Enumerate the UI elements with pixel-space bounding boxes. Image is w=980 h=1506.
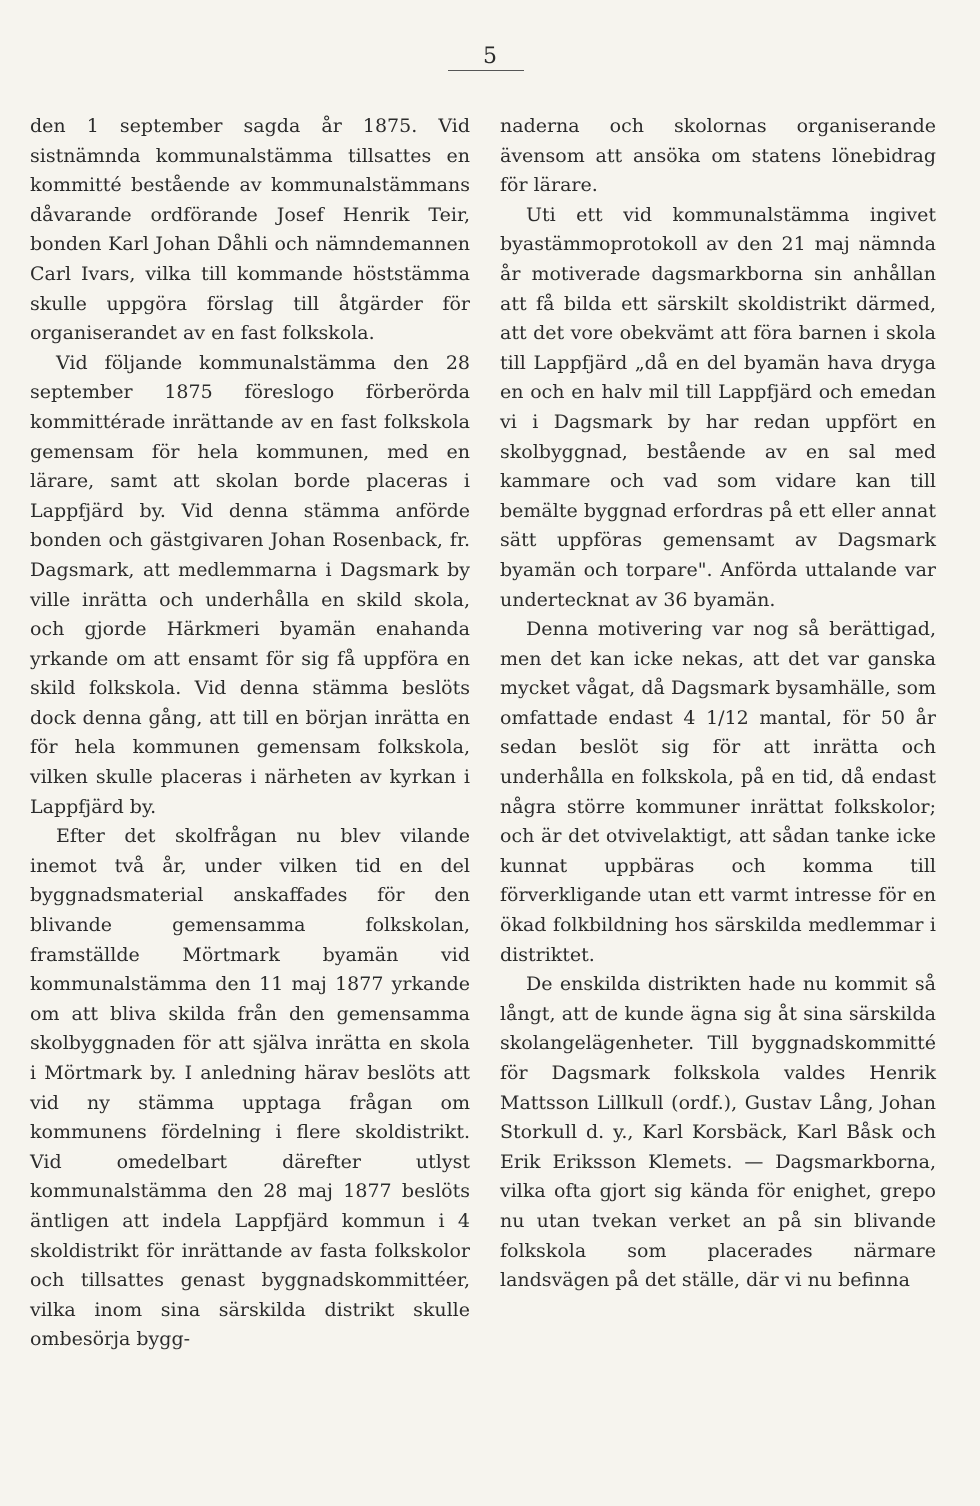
page-number: 5 [483, 44, 497, 69]
paragraph: Vid följande kommunalstämma den 28 september 1875 föreslogo förberörda kommittérade inrättande av en fast folkskola gemensam för hela kommunen, med en lärare, samt att skolan borde placeras i Lappfjärd by. Vid denna stämma anförde bonden och gästgivaren Johan Rosenback, fr. Dagsmark, att medlemmarna i Dagsmark by ville inrätta och underhålla en skild skola, och gjorde Härkmeri byamän enahanda yrkande om att ensamt för sig få uppföra en skild folkskola. Vid denna stämma beslöts dock denna gång, att till en början inrätta en för hela kommunen gemensam folkskola, vilken skulle placeras i närheten av kyrkan i Lappfjärd by. [30, 351, 470, 818]
paragraph: De enskilda distrikten hade nu kommit så långt, att de kunde ägna sig åt sina särskilda skolangelägenheter. Till byggnadskommitté för Dagsmark folkskola valdes Henrik Mattsson Lillkull (ordf.), Gustav Lång, Johan Storkull d. y., Karl Korsbäck, Karl Båsk och Erik Eriksson Klemets. — Dagsmarkborna, vilka ofta gjort sig kända för enighet, grepo nu utan tvekan verket an på sin blivande folkskola som placerades närmare landsvägen på det ställe, där vi nu befinna [500, 973, 936, 1292]
paragraph: Efter det skolfrågan nu blev vilande inemot två år, under vilken tid en del byggnadsmaterial anskaffades för den blivande gemensamma folkskolan, framställde Mörtmark byamän vid kommunalstämma den 11 maj 1877 yrkande om att bliva skilda från den gemensamma skolbyggnaden för att själva inrätta en skola i Mörtmark by. I anledning härav beslöts att vid ny stämma upptaga frågan om kommunens fördelning i flere skoldistrikt. Vid omedelbart därefter utlyst kommunalstämma den 28 maj 1877 beslöts äntligen att indela Lappfjärd kommun i 4 skoldistrikt för inrättande av fasta folkskolor och tillsattes genast byggnadskommittéer, vilka inom sina särskilda distrikt skulle ombesörja bygg- [30, 825, 470, 1351]
paragraph: den 1 september sagda år 1875. Vid sistnämnda kommunalstämma tillsattes en kommitté bestående av kommunalstämmans dåvarande ordförande Josef Henrik Teir, bonden Karl Johan Dåhli och nämndemannen Carl Ivars, vilka till kommande höststämma skulle uppgöra förslag till åtgärder för organiserandet av en fast folkskola. [30, 115, 470, 345]
paragraph: Denna motivering var nog så berättigad, men det kan icke nekas, att det var ganska mycket vågat, då Dagsmark bysamhälle, som omfattade endast 4 1/12 mantal, för 50 år sedan beslöt sig för att inrätta och underhålla en folkskola, på en tid, då endast några större kommuner inrättat folkskolor; och är det otvivelaktigt, att sådan tanke icke kunnat uppbäras och komma till förverkligande utan ett varmt intresse för en ökad folkbildning hos särskilda medlemmar i distriktet. [500, 618, 936, 966]
paragraph: naderna och skolornas organiserande ävensom att ansöka om statens lönebidrag för lärare. [500, 115, 936, 197]
paragraph: Uti ett vid kommunalstämma ingivet byastämmoprotokoll av den 21 maj nämnda år motiverade dagsmarkborna sin anhållan att få bilda ett särskilt skoldistrikt därmed, att det vore obekvämt att föra barnen i skola till Lappfjärd „då en del byamän hava dryga en och en halv mil till Lappfjärd och emedan vi i Dagsmark by har redan uppfört en skolbyggnad, bestående av en sal med kammare och vad som vidare kan till bemälte byggnad erfordras på ett eller annat sätt uppföras gemensamt av Dagsmark byamän och torpare". Anförda uttalande var undertecknat av 36 byamän. [500, 203, 936, 611]
left-column [30, 112, 470, 1355]
page-number-rule [448, 70, 524, 71]
right-column [500, 112, 936, 1296]
